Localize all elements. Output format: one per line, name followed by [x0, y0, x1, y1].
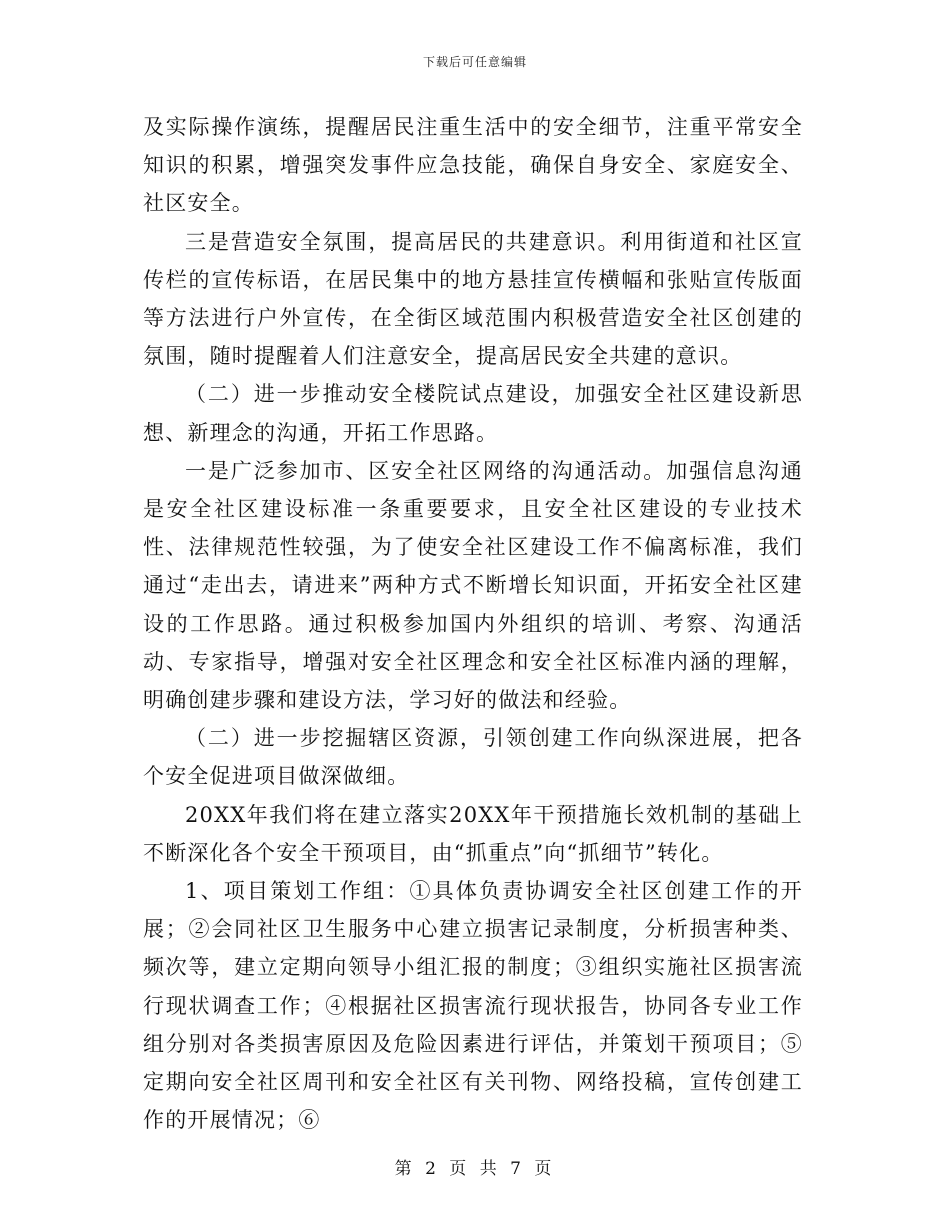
- paragraph-7: 1、项目策划工作组：①具体负责协调安全社区创建工作的开展；②会同社区卫生服务中心建立损害记录制度，分析损害种类、频次等，建立定期向领导小组汇报的制度；③组织实施社区损害流行现状调查工作；④根据社区损害流行现状报告，协同各专业工作组分别对各类损害原因及危险因素进行评估，并策划干预项目；⑤定期向安全社区周刊和安全社区有关刊物、网络投稿，宣传创建工作的开展情况；⑥: [143, 879, 803, 1133]
- page-number: 第 2 页 共 7 页: [394, 1159, 556, 1179]
- paragraph-4: 一是广泛参加市、区安全社区网络的沟通活动。加强信息沟通是安全社区建设标准一条重要要求，且安全社区建设的专业技术性、法律规范性较强，为了使安全社区建设工作不偏离标准，我们通过“走出去，请进来”两种方式不断增长知识面，开拓安全社区建设的工作思路。通过积极参加国内外组织的培训、考察、沟通活动、专家指导，增强对安全社区理念和安全社区标准内涵的理解，明确创建步骤和建设方法，学习好的做法和经验。: [143, 458, 803, 713]
- paragraph-5: （二）进一步挖掘辖区资源，引领创建工作向纵深进展，把各个安全促进项目做深做细。: [143, 726, 803, 789]
- paragraph-3: （二）进一步推动安全楼院试点建设，加强安全社区建设新思想、新理念的沟通，开拓工作思路。: [143, 382, 803, 445]
- page-header: 下载后可任意编辑: [422, 55, 527, 69]
- paragraph-1: 及实际操作演练，提醒居民注重生活中的安全细节，注重平常安全知识的积累，增强突发事件应急技能，确保自身安全、家庭安全、社区安全。: [143, 115, 803, 216]
- paragraph-2: 三是营造安全氛围，提高居民的共建意识。利用街道和社区宣传栏的宣传标语，在居民集中的地方悬挂宣传横幅和张贴宣传版面等方法进行户外宣传，在全街区域范围内积极营造安全社区创建的氛围，随时提醒着人们注意安全，提高居民安全共建的意识。: [143, 229, 803, 369]
- document-body: [143, 108, 803, 1139]
- paragraph-6: 20XX年我们将在建立落实20XX年干预措施长效机制的基础上不断深化各个安全干预项目，由“抓重点”向“抓细节”转化。: [143, 802, 803, 865]
